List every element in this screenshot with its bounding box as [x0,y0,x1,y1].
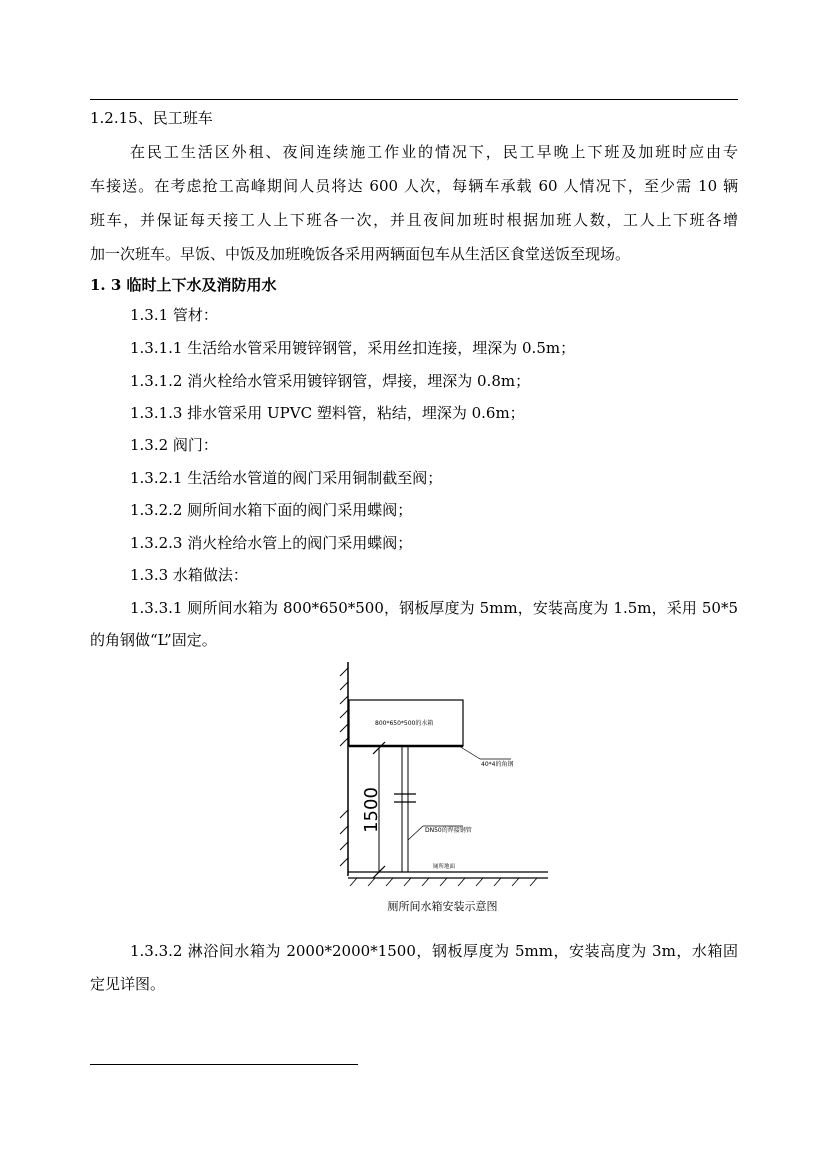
section-heading-1-3: 1. 3 临时上下水及消防用水 [90,276,277,294]
footnote-rule [90,1064,358,1065]
floor-label: 厕所地面 [433,864,456,870]
paragraph-line: 定见详图。 [90,975,166,993]
paragraph-line: 1.3.3.1 厕所间水箱为 800*650*500，钢板厚度为 5mm，安装高度为 1.5m，采用 50*5 [130,599,738,617]
list-item: 1.3.1 管材： [130,306,218,324]
pipe-label: DN50的焊接钢管 [425,827,472,834]
list-item: 1.3.2.3 消火栓给水管上的阀门采用蝶阀； [130,534,413,552]
angle-steel-label: 40*4的角钢 [481,761,514,768]
list-item: 1.3.1.1 生活给水管采用镀锌钢管，采用丝扣连接，埋深为 0.5m； [130,339,576,357]
list-item: 1.3.2.1 生活给水管道的阀门采用铜制截至阀； [130,469,443,487]
header-rule [90,99,738,100]
list-item: 1.3.1.3 排水管采用 UPVC 塑料管，粘结，埋深为 0.6m； [130,404,525,422]
paragraph-line: 加一次班车。早饭、中饭及加班晚饭各采用两辆面包车从生活区食堂送饭至现场。 [90,245,631,263]
water-tank-installation-diagram [335,660,550,900]
list-item: 1.3.3 水箱做法： [130,566,248,584]
height-dimension-label: 1500 [361,787,382,833]
paragraph-line: 在民工生活区外租、夜间连续施工作业的情况下，民工早晚上下班及加班时应由专 [130,143,738,161]
list-item: 1.3.1.2 消火栓给水管采用镀锌钢管，焊接，埋深为 0.8m； [130,372,531,390]
list-item: 1.3.2.2 厕所间水箱下面的阀门采用蝶阀； [130,501,413,519]
paragraph-line: 1.3.3.2 淋浴间水箱为 2000*2000*1500，钢板厚度为 5mm，安装高度为 3m，水箱固 [130,942,738,960]
paragraph-line: 的角钢做“L”固定。 [90,631,217,649]
list-item: 1.3.2 阀门： [130,436,218,454]
figure-caption: 厕所间水箱安装示意图 [387,900,498,913]
tank-label: 800*650*500的水箱 [375,720,434,727]
paragraph-line: 车接送。在考虑抢工高峰期间人员将达 600 人次，每辆车承载 60 人情况下，至少需 10 辆 [90,177,738,195]
section-heading-1-2-15: 1.2.15、民工班车 [90,109,213,127]
paragraph-line: 班车，并保证每天接工人上下班各一次，并且夜间加班时根据加班人数，工人上下班各增 [90,211,738,229]
